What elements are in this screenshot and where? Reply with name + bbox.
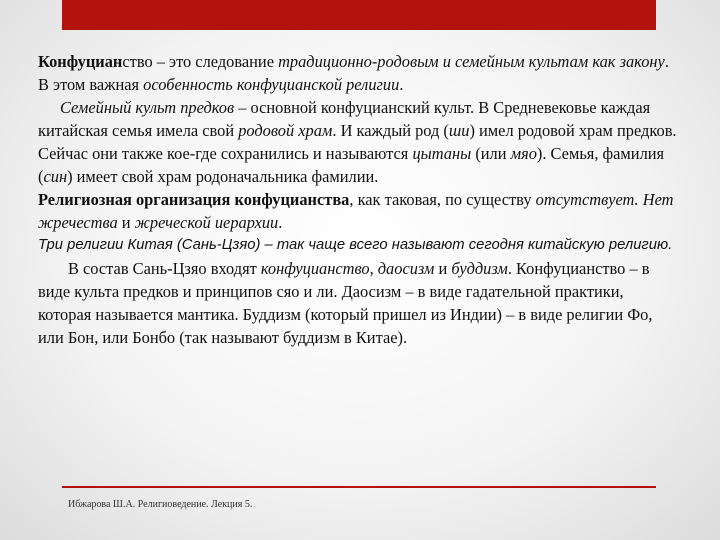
top-accent-bar xyxy=(62,0,656,30)
italic-ancestral-temple: родовой храм xyxy=(238,121,333,140)
bold-religious-organization: Религиозная организация xyxy=(38,190,231,209)
term-confucianism: Конфуциан xyxy=(38,52,123,71)
bold-confucianism: конфуцианства xyxy=(234,190,350,209)
italic-family-cults: традиционно-родовым и семейным культам как закону xyxy=(278,52,665,71)
italic-ancestor-cult: Семейный культ предков xyxy=(60,98,235,117)
paragraph-three-religions: Три религии Китая (Сань-Цзяо) – так чаще всего называют сегодня китайскую религию. xyxy=(38,237,673,253)
paragraph-ancestor-cult: Семейный культ предков – основной конфуцианский культ. В Средневековье каждая китайская семья имела свой родовой храм. И каждый род (ши) имел родовой храм предков. Сейчас они также кое-где сохранились и называются цытаны (или мяо). Семья, фамилия (син) имеет свой храм родоначальника фамилии. xyxy=(38,98,677,186)
paragraph-religious-organization: Религиозная организация конфуцианства, как таковая, по существу отсутствует. Нет жречества и жреческой иерархии. xyxy=(38,190,674,232)
footer-caption: Ибжарова Ш.А. Религиоведение. Лекция 5. xyxy=(68,499,253,510)
paragraph-confucianism-definition: Конфуцианство – это следование традиционно-родовым и семейным культам как закону. В этом важная особенность конфуцианской религии. xyxy=(38,52,669,94)
paragraph-san-jiao-composition: В состав Сань-Цзяо входят конфуцианство, даосизм и буддизм. Конфуцианство – в виде культа предков и принципов сяо и ли. Даосизм – в виде гадательной практики, которая называется мантика. Буддизм (который пришел из Индии) – в виде религии Фо, или Бон, или Бонбо (так называют буддизм в Китае). xyxy=(38,259,653,347)
footer-divider xyxy=(62,486,656,488)
slide-content xyxy=(38,50,678,349)
italic-religion-feature: особенность конфуцианской религии xyxy=(143,75,400,94)
